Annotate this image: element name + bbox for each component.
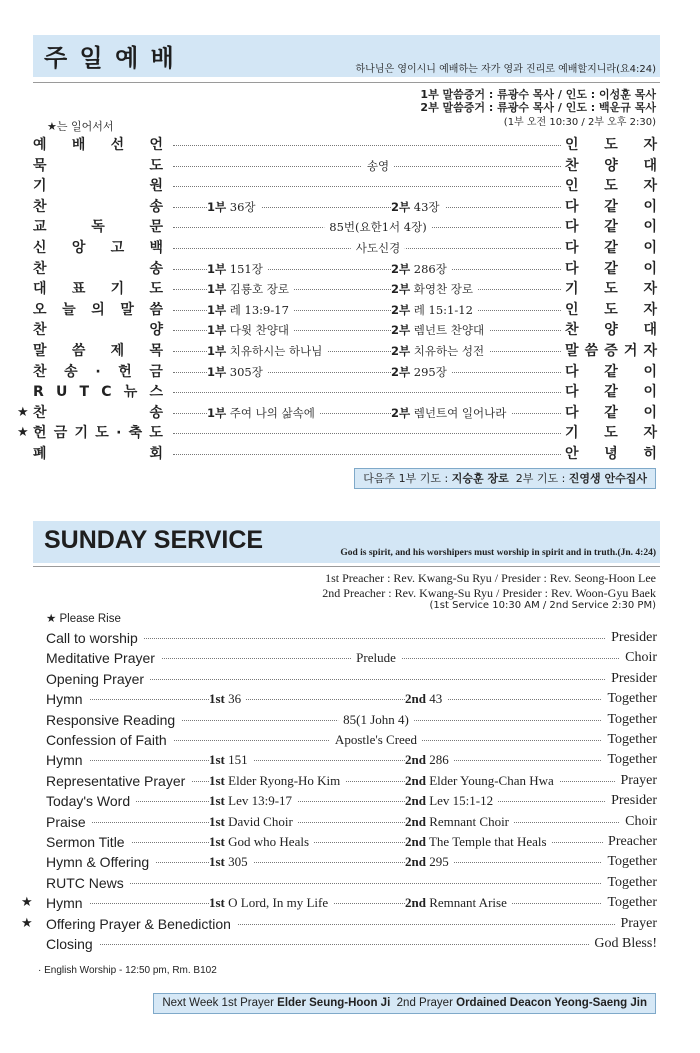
english-preacher-1: 1st Preacher : Rev. Kwang-Su Ryu / Presider : Rev. Seong-Hoon Lee [325, 571, 656, 585]
english-divider [33, 566, 660, 567]
second-service-prefix: 2nd [405, 793, 426, 809]
program-item-leader: Choir [620, 812, 657, 832]
korean-preacher-2: 2부 말씀증거 : 류광수 목사 / 인도 : 백운규 목사 [420, 101, 656, 114]
program-row [33, 135, 657, 155]
second-service-prefix: 2nd [405, 691, 426, 707]
program-item-label: Responsive Reading [46, 710, 181, 730]
second-service-detail [391, 259, 452, 279]
program-item-leader: 다 같 이 [561, 238, 657, 258]
program-item-label: Hymn [46, 689, 89, 709]
program-item-label: 묵 도 [33, 157, 163, 174]
second-service-detail [405, 750, 454, 770]
program-item-leader: Together [602, 873, 657, 893]
program-item-leader: 다 같 이 [561, 403, 657, 423]
leader-dots [173, 145, 561, 146]
program-item-label: Hymn [46, 893, 89, 913]
program-item-leader: 인 도 자 [561, 135, 657, 155]
program-item-label: 찬 송 · 헌 금 [33, 363, 163, 380]
program-item-label: 찬 송 [33, 198, 163, 215]
first-service-value: Elder Ryong-Ho Kim [228, 772, 341, 788]
first-service-value: 다윗 찬양대 [229, 323, 289, 338]
program-item-leader: Together [602, 730, 657, 750]
program-row [33, 669, 657, 689]
program-item-detail: 사도신경 [351, 238, 405, 258]
program-row [33, 628, 657, 648]
program-item-leader: Together [602, 689, 657, 709]
program-row [33, 444, 657, 464]
second-service-value: 286장 [413, 261, 447, 276]
second-service-value: Elder Young-Chan Hwa [429, 772, 554, 788]
english-next-week-prayer: Next Week 1st Prayer Elder Seung-Hoon Ji 2nd Prayer Ordained Deacon Yeong-Saeng Jin [153, 993, 656, 1014]
first-service-prefix: 1st [209, 752, 225, 768]
first-service-detail [209, 852, 253, 872]
leader-dots [53, 944, 645, 945]
program-item-label: RUTC News [46, 873, 130, 893]
leader-dots [173, 454, 561, 455]
second-service-value: 295장 [413, 364, 447, 379]
leader-dots [53, 883, 645, 884]
first-service-detail [207, 403, 320, 423]
first-service-prefix: 1st [209, 834, 225, 849]
program-row [33, 730, 657, 750]
program-item-leader: 다 같 이 [561, 259, 657, 279]
program-item-detail: 85번(요한1서 4장) [324, 217, 431, 237]
leader-dots [53, 699, 645, 700]
program-item-leader: 인 도 자 [561, 300, 657, 320]
first-service-prefix: 1st [209, 895, 225, 911]
program-row [33, 217, 657, 237]
second-service-prefix: 2부 [391, 302, 411, 317]
program-row [21, 893, 657, 913]
second-service-detail [391, 197, 445, 217]
program-item-label: 교 독 문 [33, 219, 163, 236]
first-service-value: 레 13:9-17 [229, 302, 289, 317]
program-item-detail: 송영 [362, 156, 394, 176]
program-row [33, 648, 657, 668]
first-service-detail [207, 362, 268, 382]
first-service-detail [207, 320, 294, 340]
program-row [33, 832, 657, 852]
korean-service-title: 주 일 예 배 [44, 44, 176, 72]
program-row [17, 423, 657, 443]
leader-dots [53, 822, 645, 823]
program-item-label: Confession of Faith [46, 730, 173, 750]
program-row [33, 197, 657, 217]
program-row [33, 710, 657, 730]
program-item-label: 헌 금 기 도 · 축 도 [33, 425, 163, 442]
program-item-label: Meditative Prayer [46, 648, 161, 668]
second-service-prefix: 2nd [405, 854, 426, 870]
second-service-value: 화영찬 장로 [413, 282, 473, 297]
first-service-value: 주여 나의 삶속에 [229, 405, 315, 420]
program-item-leader: 말 씀 증 거 자 [561, 341, 657, 361]
program-item-leader: 다 같 이 [561, 217, 657, 237]
first-service-value: 김룡호 장로 [229, 282, 289, 297]
first-service-value: Lev 13:9-17 [228, 793, 293, 809]
first-service-prefix: 1부 [207, 323, 227, 338]
second-service-prefix: 2부 [391, 261, 411, 276]
english-worship-note: · English Worship - 12:50 pm, Rm. B102 [38, 965, 217, 976]
second-service-detail [391, 300, 478, 320]
program-item-leader: Presider [606, 791, 657, 811]
program-row [33, 852, 657, 872]
program-item-detail: Prelude [351, 648, 401, 668]
program-item-leader: 안 녕 히 [561, 444, 657, 464]
first-service-value: God who Heals [228, 834, 310, 849]
program-item-leader: 다 같 이 [561, 197, 657, 217]
program-row [33, 689, 657, 709]
first-service-prefix: 1부 [207, 199, 227, 214]
first-service-prefix: 1st [209, 813, 225, 829]
program-item-leader: Presider [606, 628, 657, 648]
program-item-label: 말 씀 제 목 [33, 343, 163, 359]
second-service-prefix: 2부 [391, 364, 411, 379]
program-item-leader: 찬 양 대 [561, 156, 657, 176]
second-service-prefix: 2nd [405, 895, 426, 911]
leader-dots [53, 801, 645, 802]
english-service-title: SUNDAY SERVICE [44, 526, 264, 554]
second-service-value: 치유하는 성전 [413, 344, 485, 358]
first-service-prefix: 1부 [207, 302, 227, 317]
leader-dots [53, 842, 645, 843]
first-service-prefix: 1부 [207, 405, 227, 420]
first-service-detail [209, 771, 345, 791]
program-item-label: 찬 송 [33, 260, 163, 277]
second-service-detail [405, 832, 552, 852]
program-item-leader: Together [602, 710, 657, 730]
leader-dots [173, 392, 561, 393]
program-item-label: 신 앙 고 백 [33, 240, 163, 256]
second-service-prefix: 2부 [391, 344, 411, 358]
second-service-value: 43 [429, 691, 443, 707]
stand-marker: ★ [21, 914, 33, 934]
leader-dots [53, 903, 645, 904]
program-item-label: Hymn [46, 750, 89, 770]
program-row [17, 403, 657, 423]
first-service-detail [207, 341, 327, 361]
program-item-label: 예 배 선 언 [33, 137, 163, 153]
program-item-label: Opening Prayer [46, 669, 150, 689]
program-item-leader: Preacher [603, 832, 657, 852]
first-service-prefix: 1st [209, 793, 225, 809]
first-service-detail [209, 893, 333, 913]
english-service-times: (1st Service 10:30 AM / 2nd Service 2:30 PM) [429, 600, 656, 611]
first-service-detail [207, 197, 261, 217]
program-item-label: Praise [46, 812, 92, 832]
program-item-label: R U T C 뉴 스 [33, 384, 163, 401]
first-service-prefix: 1st [209, 854, 225, 870]
stand-marker: ★ [17, 403, 29, 423]
second-service-prefix: 2부 [391, 199, 411, 214]
program-row [33, 791, 657, 811]
first-service-prefix: 1부 [207, 364, 227, 379]
program-item-label: 찬 송 [33, 404, 163, 421]
program-item-leader: 다 같 이 [561, 362, 657, 382]
program-row [33, 934, 657, 954]
program-item-leader: 다 같 이 [561, 382, 657, 402]
first-service-detail [209, 832, 314, 852]
program-item-leader: God Bless! [589, 934, 657, 954]
korean-service-times: (1부 오전 10:30 / 2부 오후 2:30) [503, 117, 656, 128]
second-service-detail [391, 403, 511, 423]
program-item-label: Representative Prayer [46, 771, 191, 791]
korean-next-week-prayer: 다음주 1부 기도 : 지승훈 장로 2부 기도 : 진영생 안수집사 [354, 468, 656, 489]
program-row [33, 873, 657, 893]
program-item-leader: 인 도 자 [561, 176, 657, 196]
second-service-detail [391, 341, 489, 361]
program-row [33, 382, 657, 402]
program-row [33, 750, 657, 770]
program-item-label: Offering Prayer & Benediction [46, 914, 237, 934]
program-item-leader: Choir [620, 648, 657, 668]
program-row [33, 320, 657, 340]
second-service-prefix: 2부 [391, 323, 411, 338]
program-item-leader: Presider [606, 669, 657, 689]
second-service-detail [391, 320, 489, 340]
second-service-value: 295 [429, 854, 449, 870]
english-bible-verse: God is spirit, and his worshipers must worship in spirit and in truth.(Jn. 4:24) [340, 548, 656, 558]
program-item-leader: 기 도 자 [561, 423, 657, 443]
program-item-label: Call to worship [46, 628, 144, 648]
program-item-label: 대 표 기 도 [33, 281, 163, 298]
second-service-value: The Temple that Heals [428, 834, 547, 849]
first-service-detail [209, 689, 246, 709]
second-service-prefix: 2부 [391, 405, 411, 420]
program-item-label: 찬 양 [33, 322, 163, 339]
program-row [33, 279, 657, 299]
second-service-value: 레 15:1-12 [413, 302, 473, 317]
first-service-detail [209, 791, 297, 811]
program-item-detail: Apostle's Creed [330, 730, 422, 750]
second-service-detail [405, 852, 454, 872]
second-service-value: 렘넌트 찬양대 [413, 323, 485, 338]
program-item-leader: 기 도 자 [561, 279, 657, 299]
second-service-detail [405, 689, 447, 709]
korean-bible-verse: 하나님은 영이시니 예배하는 자가 영과 진리로 예배할지니라(요4:24) [355, 64, 656, 75]
stand-marker: ★ [21, 893, 33, 913]
program-row [33, 812, 657, 832]
program-row [33, 362, 657, 382]
second-service-detail [405, 893, 512, 913]
second-service-detail [391, 279, 478, 299]
first-service-prefix: 1st [209, 691, 225, 707]
second-service-value: 43장 [413, 199, 440, 214]
second-service-value: Lev 15:1-12 [429, 793, 494, 809]
second-service-prefix: 2nd [405, 752, 426, 768]
first-service-prefix: 1부 [207, 261, 227, 276]
program-row [33, 259, 657, 279]
english-rise-note: ★ Please Rise [46, 613, 121, 625]
first-service-value: 36장 [229, 199, 256, 214]
first-service-value: David Choir [228, 813, 293, 829]
first-service-value: 305 [228, 854, 248, 870]
first-service-prefix: 1st [209, 772, 225, 788]
first-service-value: 305장 [229, 364, 263, 379]
program-item-leader: Together [602, 852, 657, 872]
program-item-leader: Together [602, 750, 657, 770]
program-item-leader: 찬 양 대 [561, 320, 657, 340]
second-service-value: 렘넌트여 일어나라 [413, 405, 507, 420]
korean-rise-note: ★는 일어서서 [47, 120, 114, 133]
first-service-value: O Lord, In my Life [228, 895, 329, 911]
program-row [21, 914, 657, 934]
second-service-value: Remnant Choir [429, 813, 510, 829]
stand-marker: ★ [17, 423, 29, 443]
program-item-label: Closing [46, 934, 99, 954]
program-item-label: Hymn & Offering [46, 852, 155, 872]
second-service-prefix: 2nd [405, 772, 426, 788]
first-service-prefix: 1부 [207, 344, 227, 358]
program-item-leader: Prayer [615, 914, 657, 934]
leader-dots [173, 433, 561, 434]
program-row [33, 176, 657, 196]
program-item-leader: Prayer [615, 771, 657, 791]
korean-divider [33, 82, 660, 83]
first-service-detail [209, 750, 253, 770]
program-item-label: Today's Word [46, 791, 136, 811]
leader-dots [53, 760, 645, 761]
first-service-value: 36 [228, 691, 242, 707]
program-item-leader: Together [602, 893, 657, 913]
program-row [33, 156, 657, 176]
second-service-detail [391, 362, 452, 382]
first-service-detail [207, 279, 294, 299]
program-row [33, 300, 657, 320]
first-service-value: 151 [228, 752, 248, 768]
second-service-detail [405, 791, 498, 811]
second-service-prefix: 2부 [391, 282, 411, 297]
program-row [33, 238, 657, 258]
first-service-detail [207, 300, 294, 320]
program-row [33, 771, 657, 791]
first-service-prefix: 1부 [207, 282, 227, 297]
first-service-detail [207, 259, 268, 279]
first-service-detail [209, 812, 298, 832]
program-item-label: Sermon Title [46, 832, 131, 852]
program-item-label: 폐 회 [33, 446, 163, 462]
second-service-value: Remnant Arise [429, 895, 507, 911]
second-service-detail [405, 812, 514, 832]
program-item-label: 기 원 [33, 178, 163, 195]
first-service-value: 151장 [229, 261, 263, 276]
program-row [33, 341, 657, 361]
leader-dots [173, 186, 561, 187]
second-service-prefix: 2nd [405, 834, 426, 849]
second-service-prefix: 2nd [405, 813, 426, 829]
english-preacher-2: 2nd Preacher : Rev. Kwang-Su Ryu / Presider : Rev. Woon-Gyu Baek [322, 586, 656, 600]
second-service-value: 286 [429, 752, 449, 768]
first-service-value: 치유하시는 하나님 [229, 344, 323, 358]
second-service-detail [405, 771, 559, 791]
korean-preacher-1: 1부 말씀증거 : 류광수 목사 / 인도 : 이성훈 목사 [420, 88, 656, 101]
program-item-detail: 85(1 John 4) [338, 710, 414, 730]
program-item-label: 오 늘 의 말 씀 [33, 301, 163, 318]
